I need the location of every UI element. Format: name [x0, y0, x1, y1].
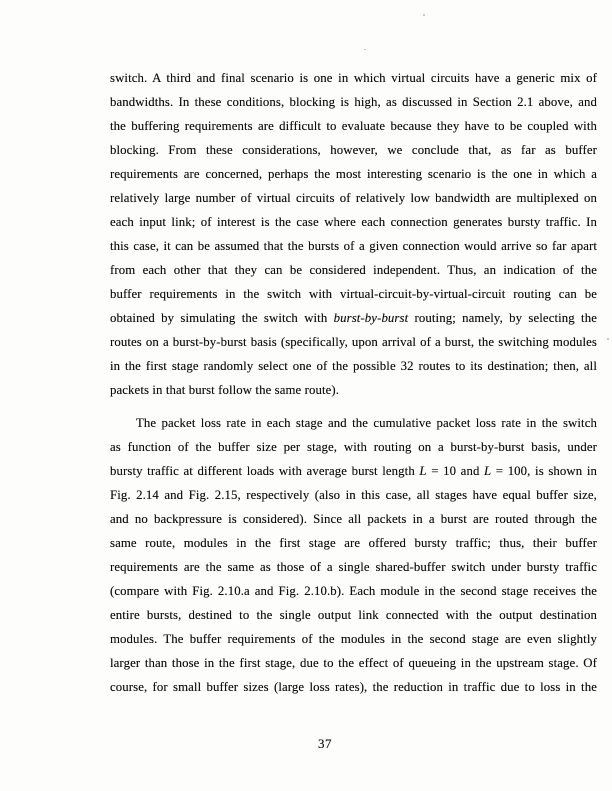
text-segment: routing; namely, by selecting the: [408, 311, 597, 325]
text-segment: requirements are concerned, perhaps the most interesting scenario is the one in which a: [110, 167, 597, 181]
text-segment: obtained by simulating the switch with: [110, 311, 334, 325]
paragraph: [110, 411, 597, 699]
text-segment: each input link; of interest is the case where each connection generates bursty traffic. In: [110, 215, 597, 229]
text-segment: blocking. From these considerations, however, we conclude that, as far as buffer: [110, 143, 597, 157]
text-line: [110, 66, 597, 90]
text-line: [110, 210, 597, 234]
text-line: [110, 114, 597, 138]
text-segment: routes on a burst-by-burst basis (specifically, upon arrival of a burst, the switching modules: [110, 335, 597, 349]
text-segment: entire bursts, destined to the single output link connected with the output destination: [110, 608, 597, 622]
text-line: [110, 435, 597, 459]
text-segment: (compare with Fig. 2.10.a and Fig. 2.10.b). Each module in the second stage receives the: [110, 584, 597, 598]
text-line: [110, 627, 597, 651]
text-segment: packets in that burst follow the same route).: [110, 383, 340, 397]
text-segment: = 10 and: [426, 464, 485, 478]
text-line: [110, 234, 597, 258]
text-segment: the buffering requirements are difficult to evaluate because they have to be coupled with: [110, 119, 597, 133]
text-line: [110, 459, 597, 483]
text-line: [110, 651, 597, 675]
text-line: [110, 138, 597, 162]
text-line: [110, 531, 597, 555]
text-segment: relatively large number of virtual circuits of relatively low bandwidth are multiplexed on: [110, 191, 597, 205]
italic-text: L: [484, 464, 492, 478]
text-segment: switch. A third and final scenario is one in which virtual circuits have a generic mix of: [110, 71, 597, 85]
text-line: [110, 186, 597, 210]
text-segment: larger than those in the first stage, due to the effect of queueing in the upstream stage. Of: [110, 656, 597, 670]
text-segment: requirements are the same as those of a single shared-buffer switch under bursty traffic: [110, 560, 597, 574]
page-number: 37: [318, 736, 332, 751]
text-line: [110, 603, 597, 627]
italic-text: burst-by-burst: [333, 311, 409, 325]
italic-text: L: [419, 464, 427, 478]
text-segment: bandwidths. In these conditions, blocking is high, as discussed in Section 2.1 above, and: [110, 95, 597, 109]
text-segment: modules. The buffer requirements of the modules in the second stage are even slightly: [110, 632, 597, 646]
text-segment: and no backpressure is considered). Since all packets in a burst are routed through the: [110, 512, 597, 526]
text-line: [110, 282, 597, 306]
text-segment: same route, modules in the first stage are offered bursty traffic; thus, their buffer: [110, 536, 597, 550]
scan-speck: [364, 49, 366, 50]
text-segment: from each other that they can be considered independent. Thus, an indication of the: [110, 263, 597, 277]
text-line: [110, 162, 597, 186]
text-segment: course, for small buffer sizes (large loss rates), the reduction in traffic due to loss in the: [110, 680, 597, 694]
text-segment: = 100, is shown in: [491, 464, 597, 478]
text-segment: The packet loss rate in each stage and the cumulative packet loss rate in the switch: [136, 416, 597, 430]
text-segment: Fig. 2.14 and Fig. 2.15, respectively (also in this case, all stages have equal buffer size,: [110, 488, 597, 502]
scan-speck: [607, 338, 609, 340]
text-segment: buffer requirements in the switch with virtual-circuit-by-virtual-circuit routing can be: [110, 287, 597, 301]
text-segment: bursty traffic at different loads with average burst length: [110, 464, 420, 478]
page-body-text: [110, 66, 597, 699]
text-line: [110, 579, 597, 603]
text-line: [110, 507, 597, 531]
text-segment: in the first stage randomly select one of the possible 32 routes to its destination; then, all: [110, 359, 597, 373]
text-segment: this case, it can be assumed that the bursts of a given connection would arrive so far apart: [110, 239, 597, 253]
text-line: [110, 258, 597, 282]
text-line: [110, 90, 597, 114]
paragraph: [110, 66, 597, 402]
text-line: [110, 378, 597, 402]
text-line: [110, 675, 597, 699]
text-line: [110, 354, 597, 378]
text-line: [110, 411, 597, 435]
text-line: [110, 306, 597, 330]
text-line: [110, 483, 597, 507]
text-line: [110, 330, 597, 354]
scan-speck: [423, 14, 425, 16]
text-line: [110, 555, 597, 579]
text-segment: as function of the buffer size per stage, with routing on a burst-by-burst basis, under: [110, 440, 597, 454]
